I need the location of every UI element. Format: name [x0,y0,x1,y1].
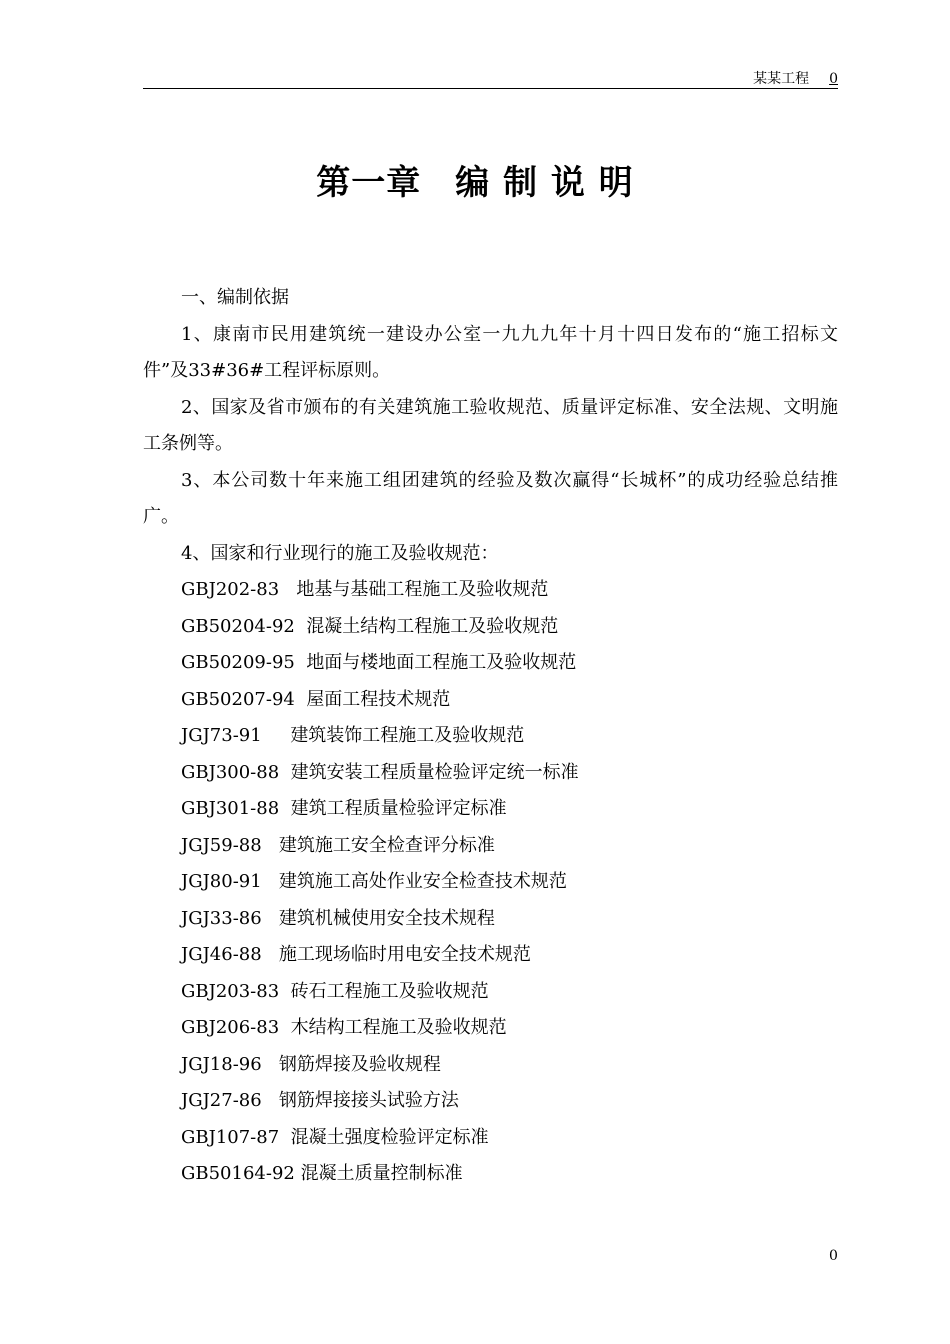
standard-name: 屋面工程技术规范 [306,688,451,710]
standard-code: JGJ27-86 [181,1090,262,1111]
chapter-title [0,155,950,204]
standard-row [143,572,838,609]
standard-gap [262,1090,279,1111]
standard-gap [295,616,306,637]
standard-code: JGJ33-86 [181,907,262,929]
standard-name: 建筑工程质量检验评定标准 [290,798,507,819]
standard-name: 建筑施工高处作业安全检查技术规范 [278,871,567,892]
standard-name: 建筑装饰工程施工及验收规范 [290,725,525,746]
basis-item-3: 3、本公司数十年来施工组团建筑的经验及数次赢得“长城杯”的成功经验总结推广。 [143,469,838,527]
standard-row [143,828,838,865]
standard-code: JGJ46-88 [181,944,262,965]
standard-gap [279,1017,290,1038]
header-page-number: 0 [829,71,838,87]
standard-row [143,645,838,682]
standard-gap [262,908,279,929]
standard-name: 钢筋焊接接头试验方法 [278,1090,459,1111]
standards-list [143,572,838,1193]
standard-gap [295,652,306,673]
standard-gap [262,725,291,746]
standard-gap [279,579,296,600]
standard-row [143,755,838,792]
standard-row [143,864,838,901]
standard-row [143,682,838,719]
standard-row [143,1010,838,1047]
basis-item-4: 4、国家和行业现行的施工及验收规范： [181,542,499,564]
standard-gap [262,1054,279,1075]
standard-gap [279,1127,290,1148]
standard-row [143,974,838,1011]
standard-code: GBJ300-88 [181,761,280,783]
standard-name: 混凝土质量控制标准 [300,1163,463,1184]
standard-name: 建筑安装工程质量检验评定统一标准 [290,761,579,783]
chapter-name: 编 制 说 明 [455,163,634,203]
standard-gap [262,944,279,965]
header-project-name: 某某工程 [753,71,810,87]
standard-code: GBJ203-83 [181,980,280,1002]
standard-name: 建筑机械使用安全技术规程 [278,907,495,929]
standard-code: JGJ73-91 [181,725,262,746]
standard-row [143,1156,838,1193]
standard-gap [279,981,290,1002]
basis-item-1: 1、康南市民用建筑统一建设办公室一九九九年十月十四日发布的“施工招标文件”及33#36#工程评标原则。 [143,323,838,381]
standard-row [143,937,838,974]
standard-row [143,1120,838,1157]
page-header [143,66,838,89]
standard-code: GB50207-94 [181,688,295,710]
section-heading: 一、编制依据 [181,287,289,308]
standard-name: 钢筋焊接及验收规程 [278,1053,441,1075]
standard-name: 建筑施工安全检查评分标准 [278,834,495,856]
standard-name: 混凝土结构工程施工及验收规范 [306,615,559,637]
standard-name: 砖石工程施工及验收规范 [290,980,489,1002]
standard-gap [295,689,306,710]
standard-code: GB50209-95 [181,652,295,673]
header-text [753,68,838,88]
standard-name: 地面与楼地面工程施工及验收规范 [306,652,577,673]
basis-item-2: 2、国家及省市颁布的有关建筑施工验收规范、质量评定标准、安全法规、文明施工条例等。 [143,396,838,454]
standard-code: JGJ80-91 [181,871,262,892]
standard-row [143,901,838,938]
standard-code: JGJ18-96 [181,1053,262,1075]
standard-code: GBJ301-88 [181,798,280,819]
standard-name: 木结构工程施工及验收规范 [290,1017,507,1038]
standard-name: 混凝土强度检验评定标准 [290,1126,489,1148]
standard-row [143,1047,838,1084]
standard-code: GBJ206-83 [181,1017,280,1038]
standard-row [143,718,838,755]
standard-code: GB50204-92 [181,615,295,637]
document-body [143,280,838,1193]
chapter-number: 第一章 [316,163,422,203]
standard-gap [279,762,290,783]
standard-name: 施工现场临时用电安全技术规范 [278,944,531,965]
standard-row [143,1083,838,1120]
standard-gap [262,835,279,856]
standard-gap [262,871,279,892]
standard-code: GB50164-92 [181,1163,295,1184]
standard-name: 地基与基础工程施工及验收规范 [296,579,549,600]
standard-row [143,609,838,646]
footer-page-number: 0 [829,1248,838,1264]
standard-gap [279,798,290,819]
standard-code: GBJ202-83 [181,579,280,600]
standard-code: JGJ59-88 [181,834,262,856]
standard-row [143,791,838,828]
standard-code: GBJ107-87 [181,1126,280,1148]
